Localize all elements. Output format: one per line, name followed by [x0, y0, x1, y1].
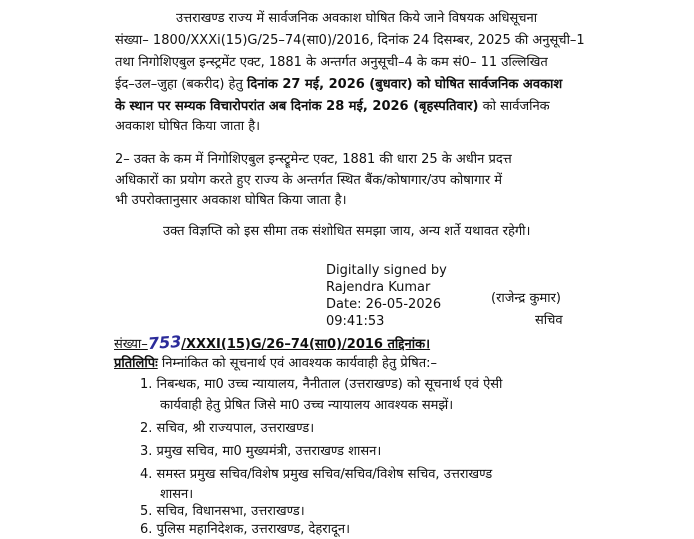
signatory-designation: सचिव: [535, 313, 563, 328]
para1-line6: अवकाश घोषित किया जाता है।: [115, 119, 261, 134]
list-item-continuation: कार्यवाही हेतु प्रेषित जिसे मा0 उच्च न्यायालय आवश्यक समझें।: [160, 398, 454, 413]
list-item: [140, 420, 314, 438]
handwritten-number: 753: [147, 331, 182, 354]
list-item: [140, 503, 305, 521]
list-item: [140, 466, 492, 484]
list-item-number: 5.: [140, 504, 153, 519]
para1-line2: संख्या– 1800/XXXi(15)G/25–74(सा0)/2016, दिनांक 24 दिसम्बर, 2025 की अनुसूची–1: [115, 33, 585, 48]
para1-line4-text: ईद–उल–जुहा (बकरीद) हेतु: [115, 77, 247, 92]
list-item-number: 4.: [140, 467, 153, 482]
digital-signature-line3: Date: 26-05-2026: [326, 297, 442, 312]
copy-to-label: प्रतिलिपिः: [114, 356, 158, 371]
list-item: [140, 376, 502, 394]
para1-line4: [115, 76, 562, 94]
list-item-text: प्रमुख सचिव, मा0 मुख्यमंत्री, उत्तराखण्ड शासन।: [156, 444, 382, 459]
para1-line3: तथा निगोशिएबुल इन्स्ट्रमेंट एक्ट, 1881 के अन्तर्गत अनुसूची–4 के कम सं0– 11 उल्लिखित: [115, 55, 548, 70]
copy-to-heading: [114, 355, 437, 373]
digital-signature-line2: Rajendra Kumar: [326, 280, 431, 295]
reference-prefix: संख्या–: [114, 337, 148, 352]
para1-line4-bold: दिनांक 27 मई, 2026 (बुधवार) को घोषित सार्वजनिक अवकाश: [247, 77, 563, 92]
list-item-number: 1.: [140, 377, 153, 392]
list-item-text: निबन्धक, मा0 उच्च न्यायालय, नैनीताल (उत्तराखण्ड) को सूचनार्थ एवं ऐसी: [156, 377, 503, 392]
digital-signature-line1: Digitally signed by: [326, 263, 447, 278]
list-item-text: सचिव, विधानसभा, उत्तराखण्ड।: [156, 504, 305, 519]
list-item-number: 2.: [140, 421, 153, 436]
para1-line5: [115, 98, 550, 116]
para2-line2: अधिकारों का प्रयोग करते हुए राज्य के अन्तर्गत स्थित बैंक/कोषागार/उप कोषागार में: [115, 173, 503, 188]
para1-line5-text: को सार्वजनिक: [478, 99, 550, 114]
list-item-number: 3.: [140, 444, 153, 459]
para3-text: उक्त विज्ञप्ति को इस सीमा तक संशोधित समझा जाय, अन्य शर्ते यथावत रहेगी।: [163, 224, 531, 239]
list-item-continuation: शासन।: [160, 487, 194, 502]
signatory-name: (राजेन्द्र कुमार): [491, 291, 561, 306]
digital-signature-line4: 09:41:53: [326, 314, 385, 329]
list-item-text: समस्त प्रमुख सचिव/विशेष प्रमुख सचिव/सचिव/विशेष सचिव, उत्तराखण्ड: [156, 467, 493, 482]
reference-number-line: [114, 331, 431, 354]
para1-line5-bold: के स्थान पर सम्यक विचारोपरांत अब दिनांक 28 मई, 2026 (बृहस्पतिवार): [115, 99, 479, 114]
para1-line1: उत्तराखण्ड राज्य में सार्वजनिक अवकाश घोषित किये जाने विषयक अधिसूचना: [176, 11, 538, 26]
list-item: [140, 521, 350, 539]
reference-suffix: /XXXI(15)G/26–74(सा0)/2016 तद्दिनांक।: [181, 337, 431, 352]
copy-to-heading-text: निम्नांकित को सूचनार्थ एवं आवश्यक कार्यवाही हेतु प्रेषित:–: [157, 356, 437, 371]
list-item-text: सचिव, श्री राज्यपाल, उत्तराखण्ड।: [156, 421, 315, 436]
para2-line1: 2– उक्त के कम में निगोशिएबुल इन्स्ट्रूमेन्ट एक्ट, 1881 की धारा 25 के अधीन प्रदत्त: [115, 152, 512, 167]
list-item: [140, 443, 381, 461]
list-item-text: पुलिस महानिदेशक, उत्तराखण्ड, देहरादून।: [156, 522, 351, 537]
para2-line3: भी उपरोक्तानुसार अवकाश घोषित किया जाता है।: [115, 193, 347, 208]
list-item-number: 6.: [140, 522, 153, 537]
